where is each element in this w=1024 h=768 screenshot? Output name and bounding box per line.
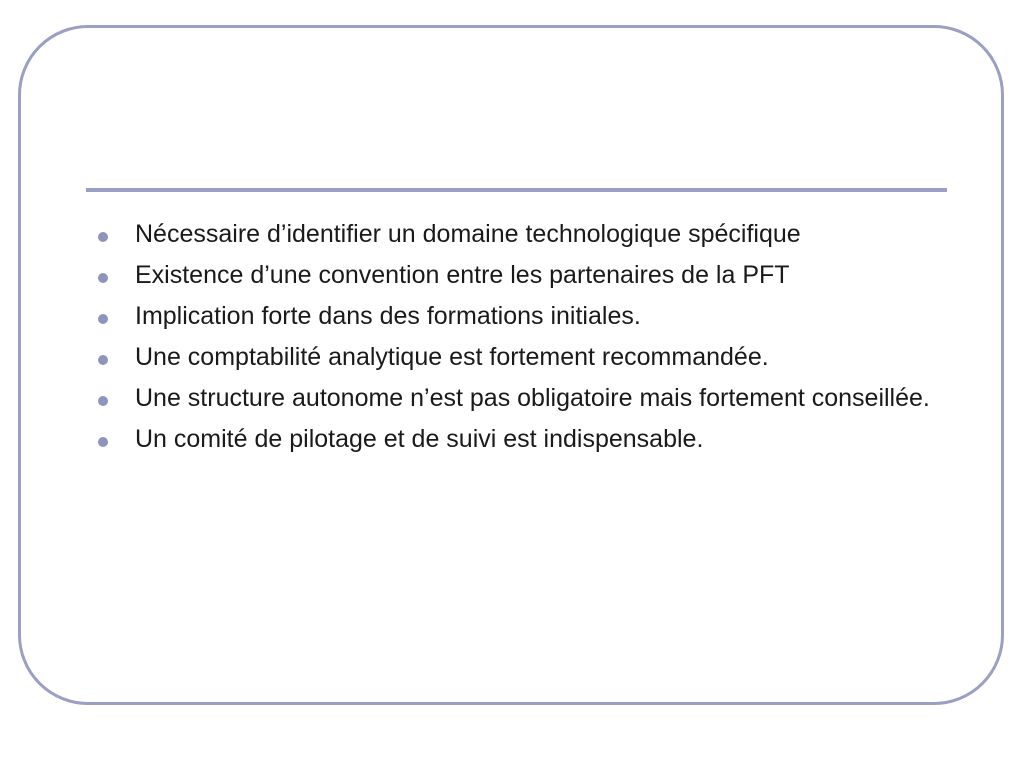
- bullet-item: [96, 259, 956, 292]
- bullet-dot-icon: [98, 355, 108, 365]
- bullet-dot-icon: [98, 273, 108, 283]
- bullet-item: [96, 423, 956, 456]
- title-divider: [86, 188, 947, 192]
- bullet-text: Implication forte dans des formations initiales.: [135, 302, 641, 330]
- bullet-item: [96, 382, 956, 415]
- bullet-text: Une structure autonome n’est pas obligatoire mais fortement conseillée.: [135, 384, 930, 412]
- bullet-text: Existence d’une convention entre les partenaires de la PFT: [135, 261, 790, 289]
- bullet-text: Un comité de pilotage et de suivi est indispensable.: [135, 425, 704, 453]
- bullet-text: Une comptabilité analytique est fortement recommandée.: [135, 343, 769, 371]
- bullet-item: [96, 300, 956, 333]
- bullet-dot-icon: [98, 232, 108, 242]
- bullet-list: [96, 218, 956, 464]
- bullet-dot-icon: [98, 437, 108, 447]
- bullet-text: Nécessaire d’identifier un domaine technologique spécifique: [135, 220, 801, 248]
- bullet-item: [96, 218, 956, 251]
- bullet-dot-icon: [98, 314, 108, 324]
- bullet-item: [96, 341, 956, 374]
- bullet-dot-icon: [98, 396, 108, 406]
